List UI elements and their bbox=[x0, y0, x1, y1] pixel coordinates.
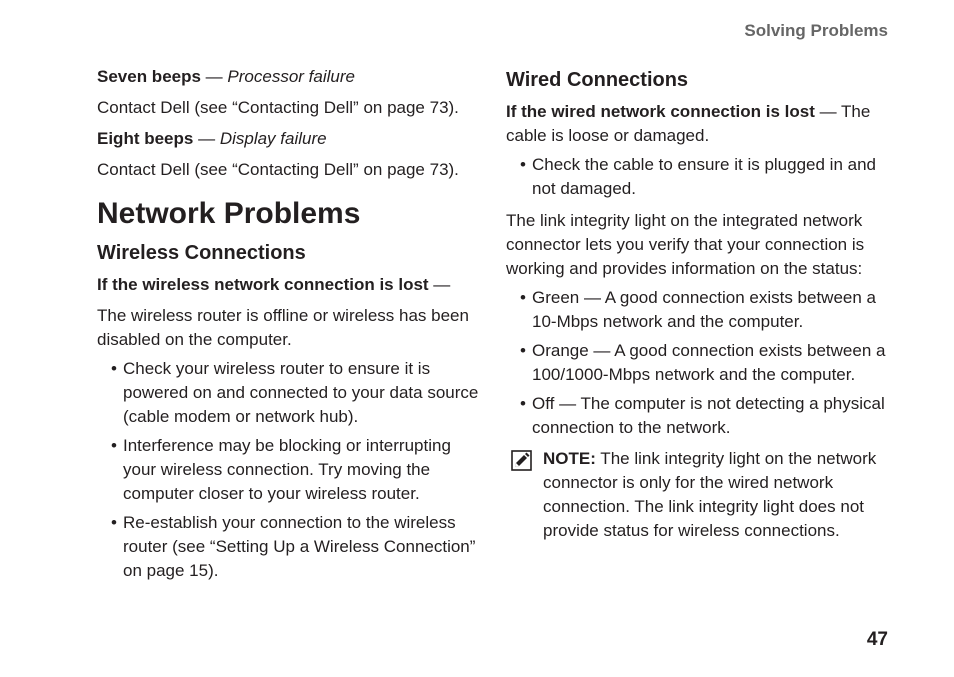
wired-condition-label: If the wired network connection is lost bbox=[506, 102, 815, 121]
list-item: • Re-establish your connection to the wireless router (see “Setting Up a Wireless Connection” on page 15). bbox=[97, 511, 481, 583]
wired-condition bbox=[506, 100, 890, 148]
wireless-condition-dash: — bbox=[428, 275, 451, 294]
wireless-condition-label: If the wireless network connection is lost bbox=[97, 275, 429, 294]
note-body: The link integrity light on the network connector is only for the wired network connection. The link integrity light does not provide status for wireless connections. bbox=[543, 449, 877, 540]
list-item: • Green — A good connection exists between a 10-Mbps network and the computer. bbox=[506, 286, 890, 334]
note-block bbox=[506, 447, 890, 543]
wired-steps bbox=[506, 153, 890, 201]
list-item: • Orange — A good connection exists between a 100/1000-Mbps network and the computer. bbox=[506, 339, 890, 387]
wired-heading: Wired Connections bbox=[506, 69, 689, 91]
beep-code-eight bbox=[97, 127, 481, 151]
section-title: Network Problems bbox=[97, 197, 361, 230]
beep-code-dash: — bbox=[193, 129, 220, 148]
running-header: Solving Problems bbox=[744, 21, 888, 40]
beep-code-dash: — bbox=[200, 67, 228, 86]
wireless-description: The wireless router is offline or wireless has been disabled on the computer. bbox=[97, 306, 469, 349]
left-column bbox=[97, 65, 481, 583]
note-text bbox=[543, 447, 890, 543]
wired-condition-detail: — The cable is loose or damaged. bbox=[506, 102, 871, 145]
beep-code-seven bbox=[97, 65, 481, 89]
beep-code-action: Contact Dell (see “Contacting Dell” on page 73). bbox=[97, 98, 459, 117]
beep-code-action: Contact Dell (see “Contacting Dell” on page 73). bbox=[97, 160, 459, 179]
beep-code-meaning: Processor failure bbox=[227, 67, 355, 86]
integrity-intro: The link integrity light on the integrated network connector lets you verify that your connection is working and provides information on the status: bbox=[506, 211, 865, 278]
beep-code-label: Seven beeps bbox=[97, 67, 201, 86]
beep-code-meaning: Display failure bbox=[219, 129, 327, 148]
integrity-status-list bbox=[506, 286, 890, 440]
list-item: • Check the cable to ensure it is plugged in and not damaged. bbox=[506, 153, 890, 201]
page-number: 47 bbox=[866, 629, 888, 650]
wireless-condition bbox=[97, 273, 481, 297]
note-pencil-icon bbox=[511, 450, 532, 471]
list-item: • Check your wireless router to ensure it is powered on and connected to your data source (cable modem or network hub). bbox=[97, 357, 481, 429]
beep-code-label: Eight beeps bbox=[97, 129, 194, 148]
list-item: • Interference may be blocking or interrupting your wireless connection. Try moving the computer closer to your wireless router. bbox=[97, 434, 481, 506]
wireless-heading: Wireless Connections bbox=[97, 242, 306, 264]
right-column bbox=[506, 65, 890, 543]
note-label: NOTE: bbox=[543, 449, 596, 468]
list-item: • Off — The computer is not detecting a physical connection to the network. bbox=[506, 392, 890, 440]
wireless-steps bbox=[97, 357, 481, 583]
